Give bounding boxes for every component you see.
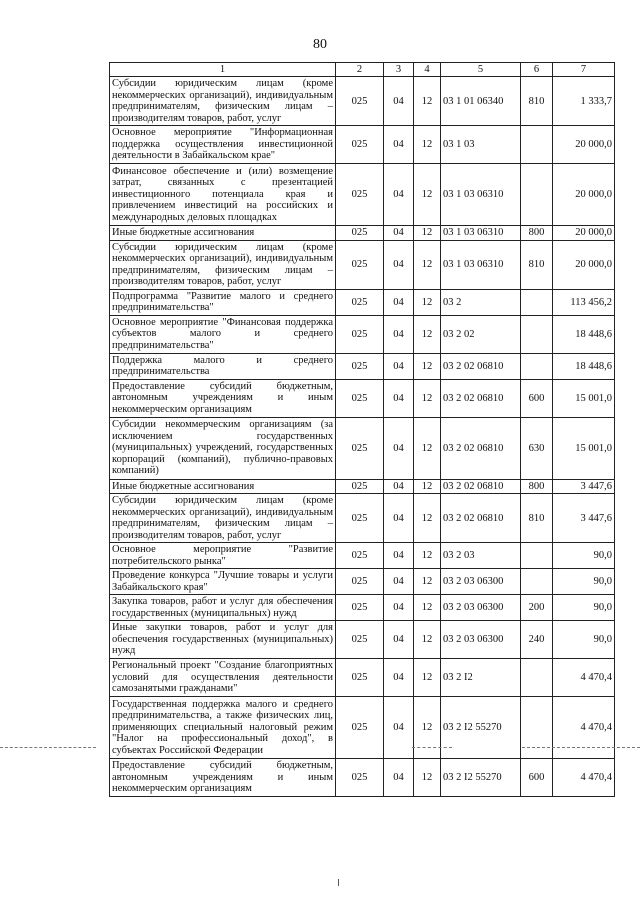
cell-section: 04: [384, 289, 414, 315]
cell-target-code: 03 2 I2 55270: [441, 697, 521, 759]
cell-admin-code: 025: [336, 226, 384, 241]
cell-admin-code: 025: [336, 543, 384, 569]
cell-amount: 1 333,7: [553, 77, 615, 126]
cell-name: Региональный проект "Создание благоприятных условий для осуществления деятельности самозанятыми гражданами": [110, 659, 336, 697]
cell-section: 04: [384, 697, 414, 759]
cell-section: 04: [384, 164, 414, 226]
cell-section: 04: [384, 569, 414, 595]
table-row: [110, 126, 615, 164]
table-body: [110, 77, 615, 797]
cell-expense-kind: 810: [521, 77, 553, 126]
cell-section: 04: [384, 543, 414, 569]
table-row: [110, 417, 615, 479]
cell-admin-code: 025: [336, 659, 384, 697]
cell-name: Предоставление субсидий бюджетным, автономным учреждениям и иным некоммерческим организациям: [110, 759, 336, 797]
col-header-kind: 6: [521, 63, 553, 77]
cell-subsection: 12: [414, 77, 441, 126]
cell-section: 04: [384, 126, 414, 164]
cell-name: Основное мероприятие "Информационная поддержка осуществления инвестиционной деятельности в Забайкальском крае": [110, 126, 336, 164]
cell-amount: 4 470,4: [553, 759, 615, 797]
cell-subsection: 12: [414, 494, 441, 543]
cell-amount: 90,0: [553, 543, 615, 569]
table-row: [110, 659, 615, 697]
cell-target-code: 03 2 I2: [441, 659, 521, 697]
col-header-section: 3: [384, 63, 414, 77]
cell-admin-code: 025: [336, 595, 384, 621]
cell-name: Иные бюджетные ассигнования: [110, 226, 336, 241]
cell-expense-kind: 810: [521, 240, 553, 289]
cell-expense-kind: 200: [521, 595, 553, 621]
cell-amount: 4 470,4: [553, 697, 615, 759]
table-row: [110, 759, 615, 797]
cell-section: 04: [384, 353, 414, 379]
cell-expense-kind: 600: [521, 379, 553, 417]
cell-subsection: 12: [414, 621, 441, 659]
cell-target-code: 03 1 03 06310: [441, 240, 521, 289]
cell-admin-code: 025: [336, 479, 384, 494]
cell-subsection: 12: [414, 226, 441, 241]
cell-section: 04: [384, 595, 414, 621]
table-row: [110, 479, 615, 494]
cell-expense-kind: [521, 543, 553, 569]
cell-name: Субсидии юридическим лицам (кроме некоммерческих организаций), индивидуальным предпринимателям, физическим лицам – производителям товаров, работ, услуг: [110, 77, 336, 126]
cell-name: Закупка товаров, работ и услуг для обеспечения государственных (муниципальных) нужд: [110, 595, 336, 621]
cell-amount: 20 000,0: [553, 164, 615, 226]
cell-target-code: 03 1 03 06310: [441, 226, 521, 241]
cell-subsection: 12: [414, 659, 441, 697]
cell-name: Субсидии юридическим лицам (кроме некоммерческих организаций), индивидуальным предпринимателям, физическим лицам – производителям товаров, работ, услуг: [110, 494, 336, 543]
cell-target-code: 03 2 02 06810: [441, 494, 521, 543]
col-header-target: 5: [441, 63, 521, 77]
budget-table: [109, 62, 615, 797]
cell-target-code: 03 2 03 06300: [441, 621, 521, 659]
table-row: [110, 595, 615, 621]
scan-artifact-line: [522, 747, 640, 748]
cell-target-code: 03 1 03 06310: [441, 164, 521, 226]
cell-amount: 4 470,4: [553, 659, 615, 697]
cell-expense-kind: 800: [521, 226, 553, 241]
table-row: [110, 379, 615, 417]
cell-subsection: 12: [414, 417, 441, 479]
table-row: [110, 226, 615, 241]
cell-section: 04: [384, 379, 414, 417]
cell-subsection: 12: [414, 569, 441, 595]
cell-amount: 20 000,0: [553, 126, 615, 164]
cell-name: Поддержка малого и среднего предпринимательства: [110, 353, 336, 379]
cell-amount: 20 000,0: [553, 240, 615, 289]
cell-admin-code: 025: [336, 164, 384, 226]
cell-target-code: 03 2: [441, 289, 521, 315]
cell-subsection: 12: [414, 379, 441, 417]
cell-target-code: 03 2 03 06300: [441, 595, 521, 621]
table-row: [110, 240, 615, 289]
cell-target-code: 03 2 02: [441, 315, 521, 353]
cell-expense-kind: [521, 164, 553, 226]
cell-section: 04: [384, 494, 414, 543]
cell-amount: 90,0: [553, 595, 615, 621]
scan-artifact-line: [0, 747, 96, 748]
cell-target-code: 03 2 02 06810: [441, 379, 521, 417]
table-row: [110, 77, 615, 126]
cell-admin-code: 025: [336, 240, 384, 289]
cell-name: Финансовое обеспечение и (или) возмещение затрат, связанных с презентацией инвестиционного потенциала края и привлечением инвестиций на российских и международных деловых площадках: [110, 164, 336, 226]
cell-subsection: 12: [414, 759, 441, 797]
col-header-amount: 7: [553, 63, 615, 77]
cell-subsection: 12: [414, 697, 441, 759]
cell-target-code: 03 2 02 06810: [441, 353, 521, 379]
cell-admin-code: 025: [336, 621, 384, 659]
header-row: [110, 63, 615, 77]
cell-expense-kind: [521, 315, 553, 353]
cell-subsection: 12: [414, 126, 441, 164]
cell-name: Основное мероприятие "Финансовая поддержка субъектов малого и среднего предпринимательства": [110, 315, 336, 353]
cell-target-code: 03 2 I2 55270: [441, 759, 521, 797]
cell-expense-kind: [521, 289, 553, 315]
cell-expense-kind: [521, 659, 553, 697]
cell-subsection: 12: [414, 289, 441, 315]
table-row: [110, 569, 615, 595]
table-row: [110, 543, 615, 569]
cell-admin-code: 025: [336, 417, 384, 479]
table-row: [110, 315, 615, 353]
cell-admin-code: 025: [336, 759, 384, 797]
cell-name: Иные закупки товаров, работ и услуг для обеспечения государственных (муниципальных) нужд: [110, 621, 336, 659]
cell-target-code: 03 2 02 06810: [441, 479, 521, 494]
cell-amount: 3 447,6: [553, 479, 615, 494]
cell-section: 04: [384, 417, 414, 479]
cell-target-code: 03 2 03 06300: [441, 569, 521, 595]
cell-expense-kind: [521, 126, 553, 164]
table-row: [110, 697, 615, 759]
cell-subsection: 12: [414, 543, 441, 569]
cell-section: 04: [384, 621, 414, 659]
scan-artifact-line: [412, 747, 452, 748]
cell-subsection: 12: [414, 595, 441, 621]
cell-target-code: 03 2 03: [441, 543, 521, 569]
cell-section: 04: [384, 759, 414, 797]
cell-subsection: 12: [414, 315, 441, 353]
cell-expense-kind: 630: [521, 417, 553, 479]
cell-admin-code: 025: [336, 569, 384, 595]
cell-section: 04: [384, 659, 414, 697]
cell-expense-kind: 240: [521, 621, 553, 659]
cell-subsection: 12: [414, 240, 441, 289]
cell-expense-kind: 810: [521, 494, 553, 543]
cell-name: Государственная поддержка малого и среднего предпринимательства, а также физических лиц, применяющих специальный налоговый режим "Налог на профессиональный доход", в субъектах Российской Федерации: [110, 697, 336, 759]
col-header-admin: 2: [336, 63, 384, 77]
cell-admin-code: 025: [336, 77, 384, 126]
cell-expense-kind: [521, 697, 553, 759]
cell-expense-kind: 600: [521, 759, 553, 797]
cell-amount: 20 000,0: [553, 226, 615, 241]
cell-section: 04: [384, 315, 414, 353]
cell-subsection: 12: [414, 164, 441, 226]
cell-admin-code: 025: [336, 126, 384, 164]
cell-amount: 90,0: [553, 621, 615, 659]
cell-expense-kind: [521, 569, 553, 595]
cell-amount: 18 448,6: [553, 315, 615, 353]
cell-amount: 15 001,0: [553, 417, 615, 479]
cell-admin-code: 025: [336, 315, 384, 353]
cell-target-code: 03 1 01 06340: [441, 77, 521, 126]
cell-section: 04: [384, 77, 414, 126]
cell-name: Предоставление субсидий бюджетным, автономным учреждениям и иным некоммерческим организациям: [110, 379, 336, 417]
cell-amount: 90,0: [553, 569, 615, 595]
cell-name: Основное мероприятие "Развитие потребительского рынка": [110, 543, 336, 569]
table-row: [110, 353, 615, 379]
col-header-subsection: 4: [414, 63, 441, 77]
table-row: [110, 494, 615, 543]
cell-amount: 15 001,0: [553, 379, 615, 417]
cell-amount: 113 456,2: [553, 289, 615, 315]
cell-name: Субсидии юридическим лицам (кроме некоммерческих организаций), индивидуальным предпринимателям, физическим лицам – производителям товаров, работ, услуг: [110, 240, 336, 289]
cell-expense-kind: [521, 353, 553, 379]
cell-name: Подпрограмма "Развитие малого и среднего предпринимательства": [110, 289, 336, 315]
cell-amount: 3 447,6: [553, 494, 615, 543]
cell-amount: 18 448,6: [553, 353, 615, 379]
scan-artifact-mark: [338, 879, 339, 886]
cell-admin-code: 025: [336, 379, 384, 417]
cell-name: Иные бюджетные ассигнования: [110, 479, 336, 494]
table-row: [110, 289, 615, 315]
cell-admin-code: 025: [336, 494, 384, 543]
cell-target-code: 03 2 02 06810: [441, 417, 521, 479]
cell-name: Проведение конкурса "Лучшие товары и услуги Забайкальского края": [110, 569, 336, 595]
cell-subsection: 12: [414, 479, 441, 494]
cell-admin-code: 025: [336, 697, 384, 759]
table-row: [110, 164, 615, 226]
cell-section: 04: [384, 479, 414, 494]
cell-name: Субсидии некоммерческим организациям (за исключением государственных (муниципальных) учреждений, государственных корпораций (компаний), публично-правовых компаний): [110, 417, 336, 479]
cell-admin-code: 025: [336, 353, 384, 379]
page-number: 80: [313, 37, 327, 52]
cell-subsection: 12: [414, 353, 441, 379]
cell-admin-code: 025: [336, 289, 384, 315]
table-row: [110, 621, 615, 659]
cell-target-code: 03 1 03: [441, 126, 521, 164]
col-header-name: 1: [110, 63, 336, 77]
cell-section: 04: [384, 240, 414, 289]
cell-expense-kind: 800: [521, 479, 553, 494]
cell-section: 04: [384, 226, 414, 241]
